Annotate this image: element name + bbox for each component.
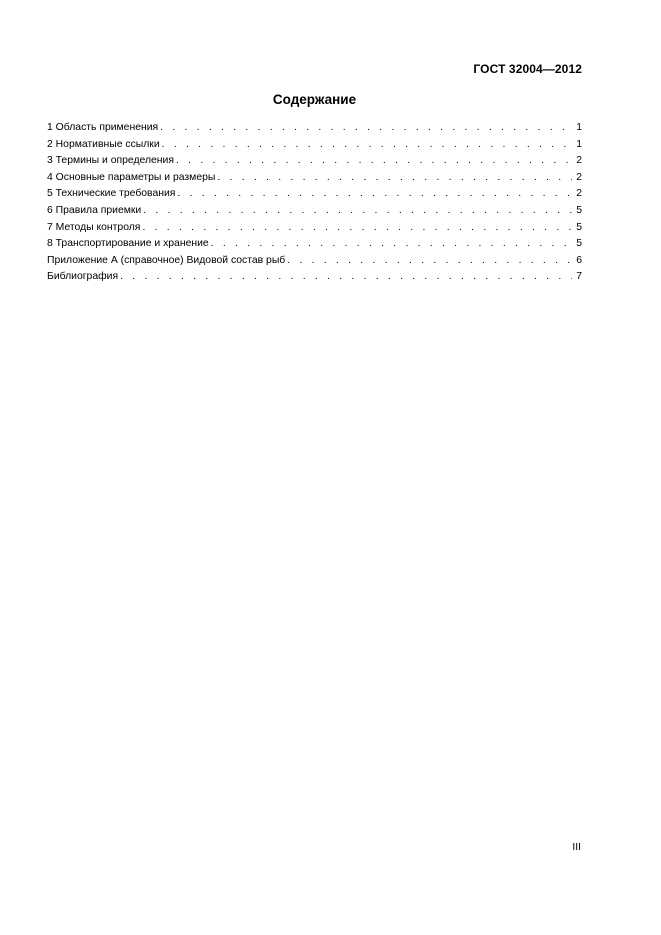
toc-entry-page: 5 [576,204,582,216]
toc-leader-dots [287,253,572,270]
toc-entry-page: 7 [576,271,582,283]
toc-leader-dots [162,137,573,154]
toc-entry-8[interactable] [47,236,582,253]
toc-entry-label: Приложение А (справочное) Видовой состав рыб [47,254,286,266]
toc-entry-page: 1 [576,122,582,133]
toc-entry-label: 8 Транспортирование и хранение [47,238,209,250]
toc-entry-5[interactable] [47,186,582,203]
toc-leader-dots [217,170,572,187]
toc-entry-label: 2 Нормативные ссылки [47,138,160,150]
toc-entry-label: 4 Основные параметры и размеры [47,171,216,183]
toc-entry-3[interactable] [47,153,582,170]
toc-entry-4[interactable] [47,170,582,187]
toc-leader-dots [176,153,572,170]
toc-entry-1[interactable] [47,120,582,137]
toc-leader-dots [120,269,572,286]
toc-leader-dots [177,186,572,203]
toc-entry-page: 5 [576,221,582,233]
toc-entry-label: 5 Технические требования [47,188,176,200]
toc-leader-dots [160,120,572,137]
toc-entry-6[interactable] [47,203,582,220]
toc-leader-dots [211,236,573,253]
toc-entry-page: 5 [576,238,582,250]
page-number: III [572,842,581,853]
table-of-contents [47,120,582,286]
toc-leader-dots [143,203,572,220]
toc-entry-bibliography[interactable] [47,269,582,286]
document-code: ГОСТ 32004—2012 [473,62,582,76]
toc-leader-dots [142,220,572,237]
toc-entry-page: 1 [576,138,582,150]
toc-title: Содержание [272,92,357,107]
toc-entry-label: 1 Область применения [47,122,159,133]
toc-entry-label: 6 Правила приемки [47,204,142,216]
toc-entry-label: 7 Методы контроля [47,221,141,233]
toc-entry-label: 3 Термины и определения [47,155,174,167]
toc-entry-7[interactable] [47,220,582,237]
toc-entry-page: 2 [576,155,582,167]
toc-entry-2[interactable] [47,137,582,154]
toc-entry-label: Библиография [47,271,119,283]
toc-entry-page: 2 [576,188,582,200]
toc-entry-page: 2 [576,171,582,183]
toc-entry-appendix-a[interactable] [47,253,582,270]
toc-entry-page: 6 [576,254,582,266]
